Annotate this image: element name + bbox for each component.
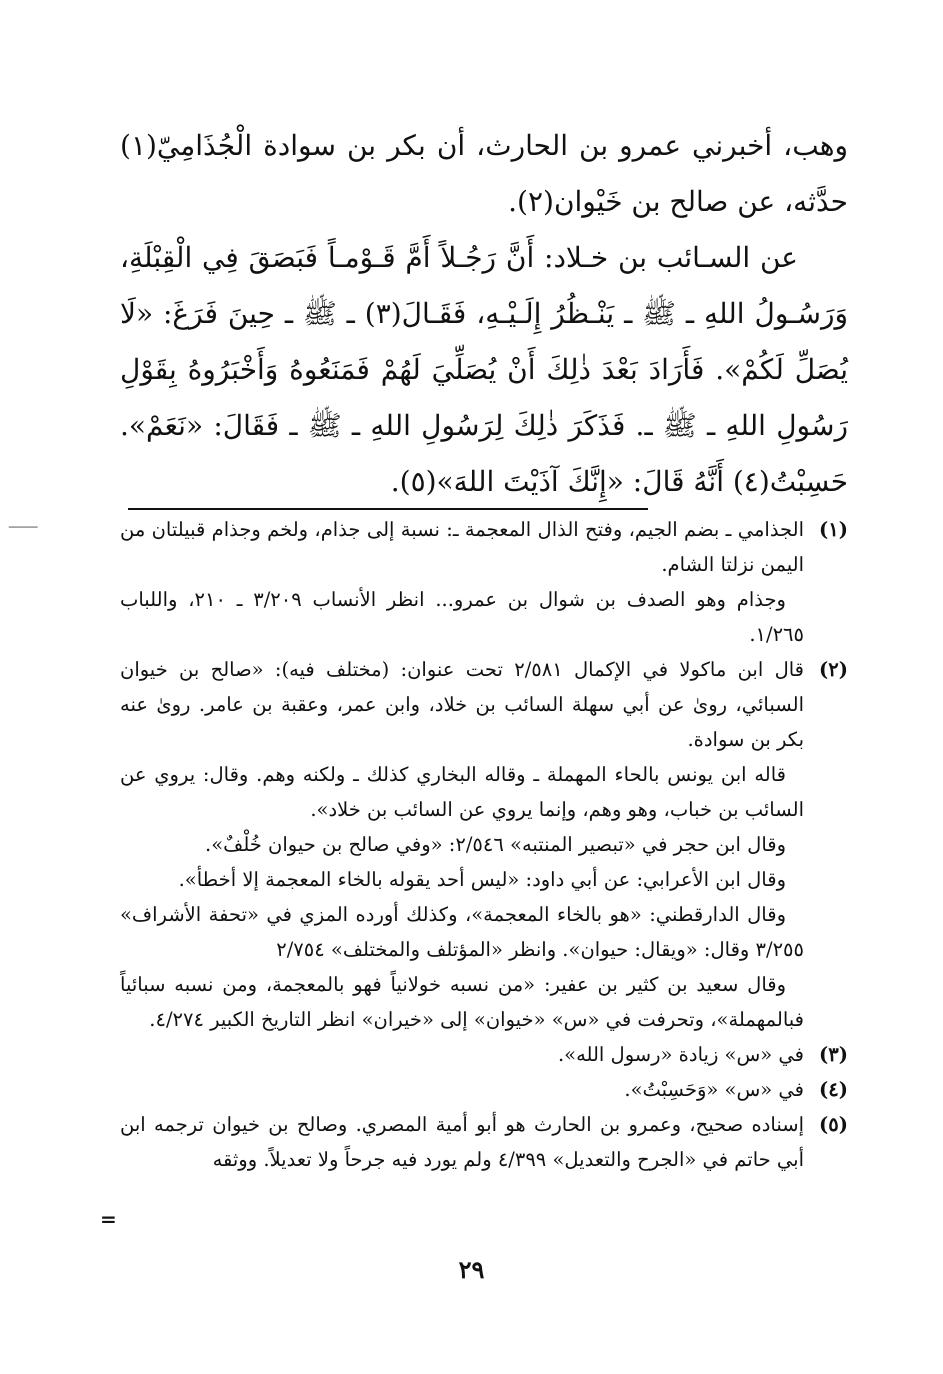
footnote-number: (٣) (819, 1043, 848, 1066)
footnote-5 (120, 1107, 848, 1177)
main-text (120, 118, 848, 510)
margin-tick: ⸺ (8, 516, 39, 537)
footnote-text: قال ابن ماكولا في الإكمال ٢/٥٨١ تحت عنوان: (مختلف فيه): «صالح بن خيوان السبائي، روىٰ عن أبي سهلة السائب بن خلاد، وابن عمر، وعقبة بن عامر. روىٰ عنه بكر بن سوادة. (120, 658, 804, 751)
footnote-text: وقال ابن حجر في «تبصير المنتبه» ٢/٥٤٦: «وفي صالح بن حيوان خُلْفٌ». (205, 833, 786, 856)
footnote-number: (٤) (819, 1078, 848, 1101)
footnote-text: وجذام وهو الصدف بن شوال بن عمرو... انظر الأنساب ٣/٢٠٩ ـ ٢١٠، واللباب ١/٢٦٥. (120, 588, 804, 646)
footnote-1 (120, 512, 848, 652)
footnote-number: (١) (819, 518, 848, 541)
footnote-text: في «س» زيادة «رسول الله». (557, 1043, 804, 1066)
footnote-4 (120, 1072, 848, 1107)
footnotes (120, 512, 848, 1177)
footnote-text: الجذامي ـ بضم الجيم، وفتح الذال المعجمة ـ: نسبة إلى جذام، ولخم وجذام قبيلتان من اليمن نزلتا الشام. (120, 518, 804, 576)
footnote-2 (120, 652, 848, 1037)
page-number: ٢٩ (458, 1255, 485, 1284)
footnote-3 (120, 1037, 848, 1072)
footnote-number: (٢) (819, 658, 848, 681)
footnote-number: (٥) (819, 1113, 848, 1136)
main-text-hadith: عن السـائب بن خـلاد: أَنَّ رَجُـلاً أَمَّ قَـوْمـاً فَبَصَقَ فِي الْقِبْلَةِ، وَرَسُـولُ اللهِ ـ ﷺ ـ يَنْـظُرُ إِلَـيْـهِ، فَقَـالَ(٣) ـ ﷺ ـ حِينَ فَرَغَ: «لَا يُصَلِّ لَكُمْ». فَأَرَادَ بَعْدَ ذٰلِكَ أَنْ يُصَلِّيَ لَهُمْ فَمَنَعُوهُ وَأَخْبَرُوهُ بِقَوْلِ رَسُولِ اللهِ ـ ﷺ ـ. فَذَكَرَ ذٰلِكَ لِرَسُولِ اللهِ ـ ﷺ ـ فَقَالَ: «نَعَمْ». حَسِبْتُ(٤) أَنَّهُ قَالَ: «إِنَّكَ آذَيْتَ اللهَ»(٥). (120, 241, 849, 498)
footnote-text: إسناده صحيح، وعمرو بن الحارث هو أبو أمية المصري. وصالح بن خيوان ترجمه ابن أبي حاتم في «الجرح والتعديل» ٤/٣٩٩ ولم يورد فيه جرحاً ولا تعديلاً. ووثقه (120, 1113, 804, 1171)
footnote-text: قاله ابن يونس بالحاء المهملة ـ وقاله البخاري كذلك ـ ولكنه وهم. وقال: يروي عن السائب بن خباب، وهو وهم، وإنما يروي عن السائب بن خلاد». (120, 763, 804, 821)
footnote-text: وقال الدارقطني: «هو بالخاء المعجمة»، وكذلك أورده المزي في «تحفة الأشراف» ٣/٢٥٥ وقال: «ويقال: حيوان». وانظر «المؤتلف والمختلف» ٢/٧٥٤ (120, 903, 804, 961)
main-text-line-1: وهب، أخبرني عمرو بن الحارث، أن بكر بن سوادة الْجُذَامِيّ(١) حدَّثه، عن صالح بن خَيْوان(٢). (120, 129, 848, 218)
footnote-divider (128, 508, 648, 510)
footnote-text: في «س» «وَحَسِبْتُ». (624, 1078, 804, 1101)
footnote-text: وقال سعيد بن كثير بن عفير: «من نسبه خولانياً فهو بالمعجمة، ومن نسبه سبائياً فبالمهملة»، وتحرفت في «س» «خيوان» إلى «خيران» انظر التاريخ الكبير ٤/٢٧٤. (120, 973, 804, 1031)
continuation-mark: = (100, 1207, 117, 1231)
footnote-text: وقال ابن الأعرابي: عن أبي داود: «ليس أحد يقوله بالخاء المعجمة إلا أخطأ». (178, 868, 786, 891)
